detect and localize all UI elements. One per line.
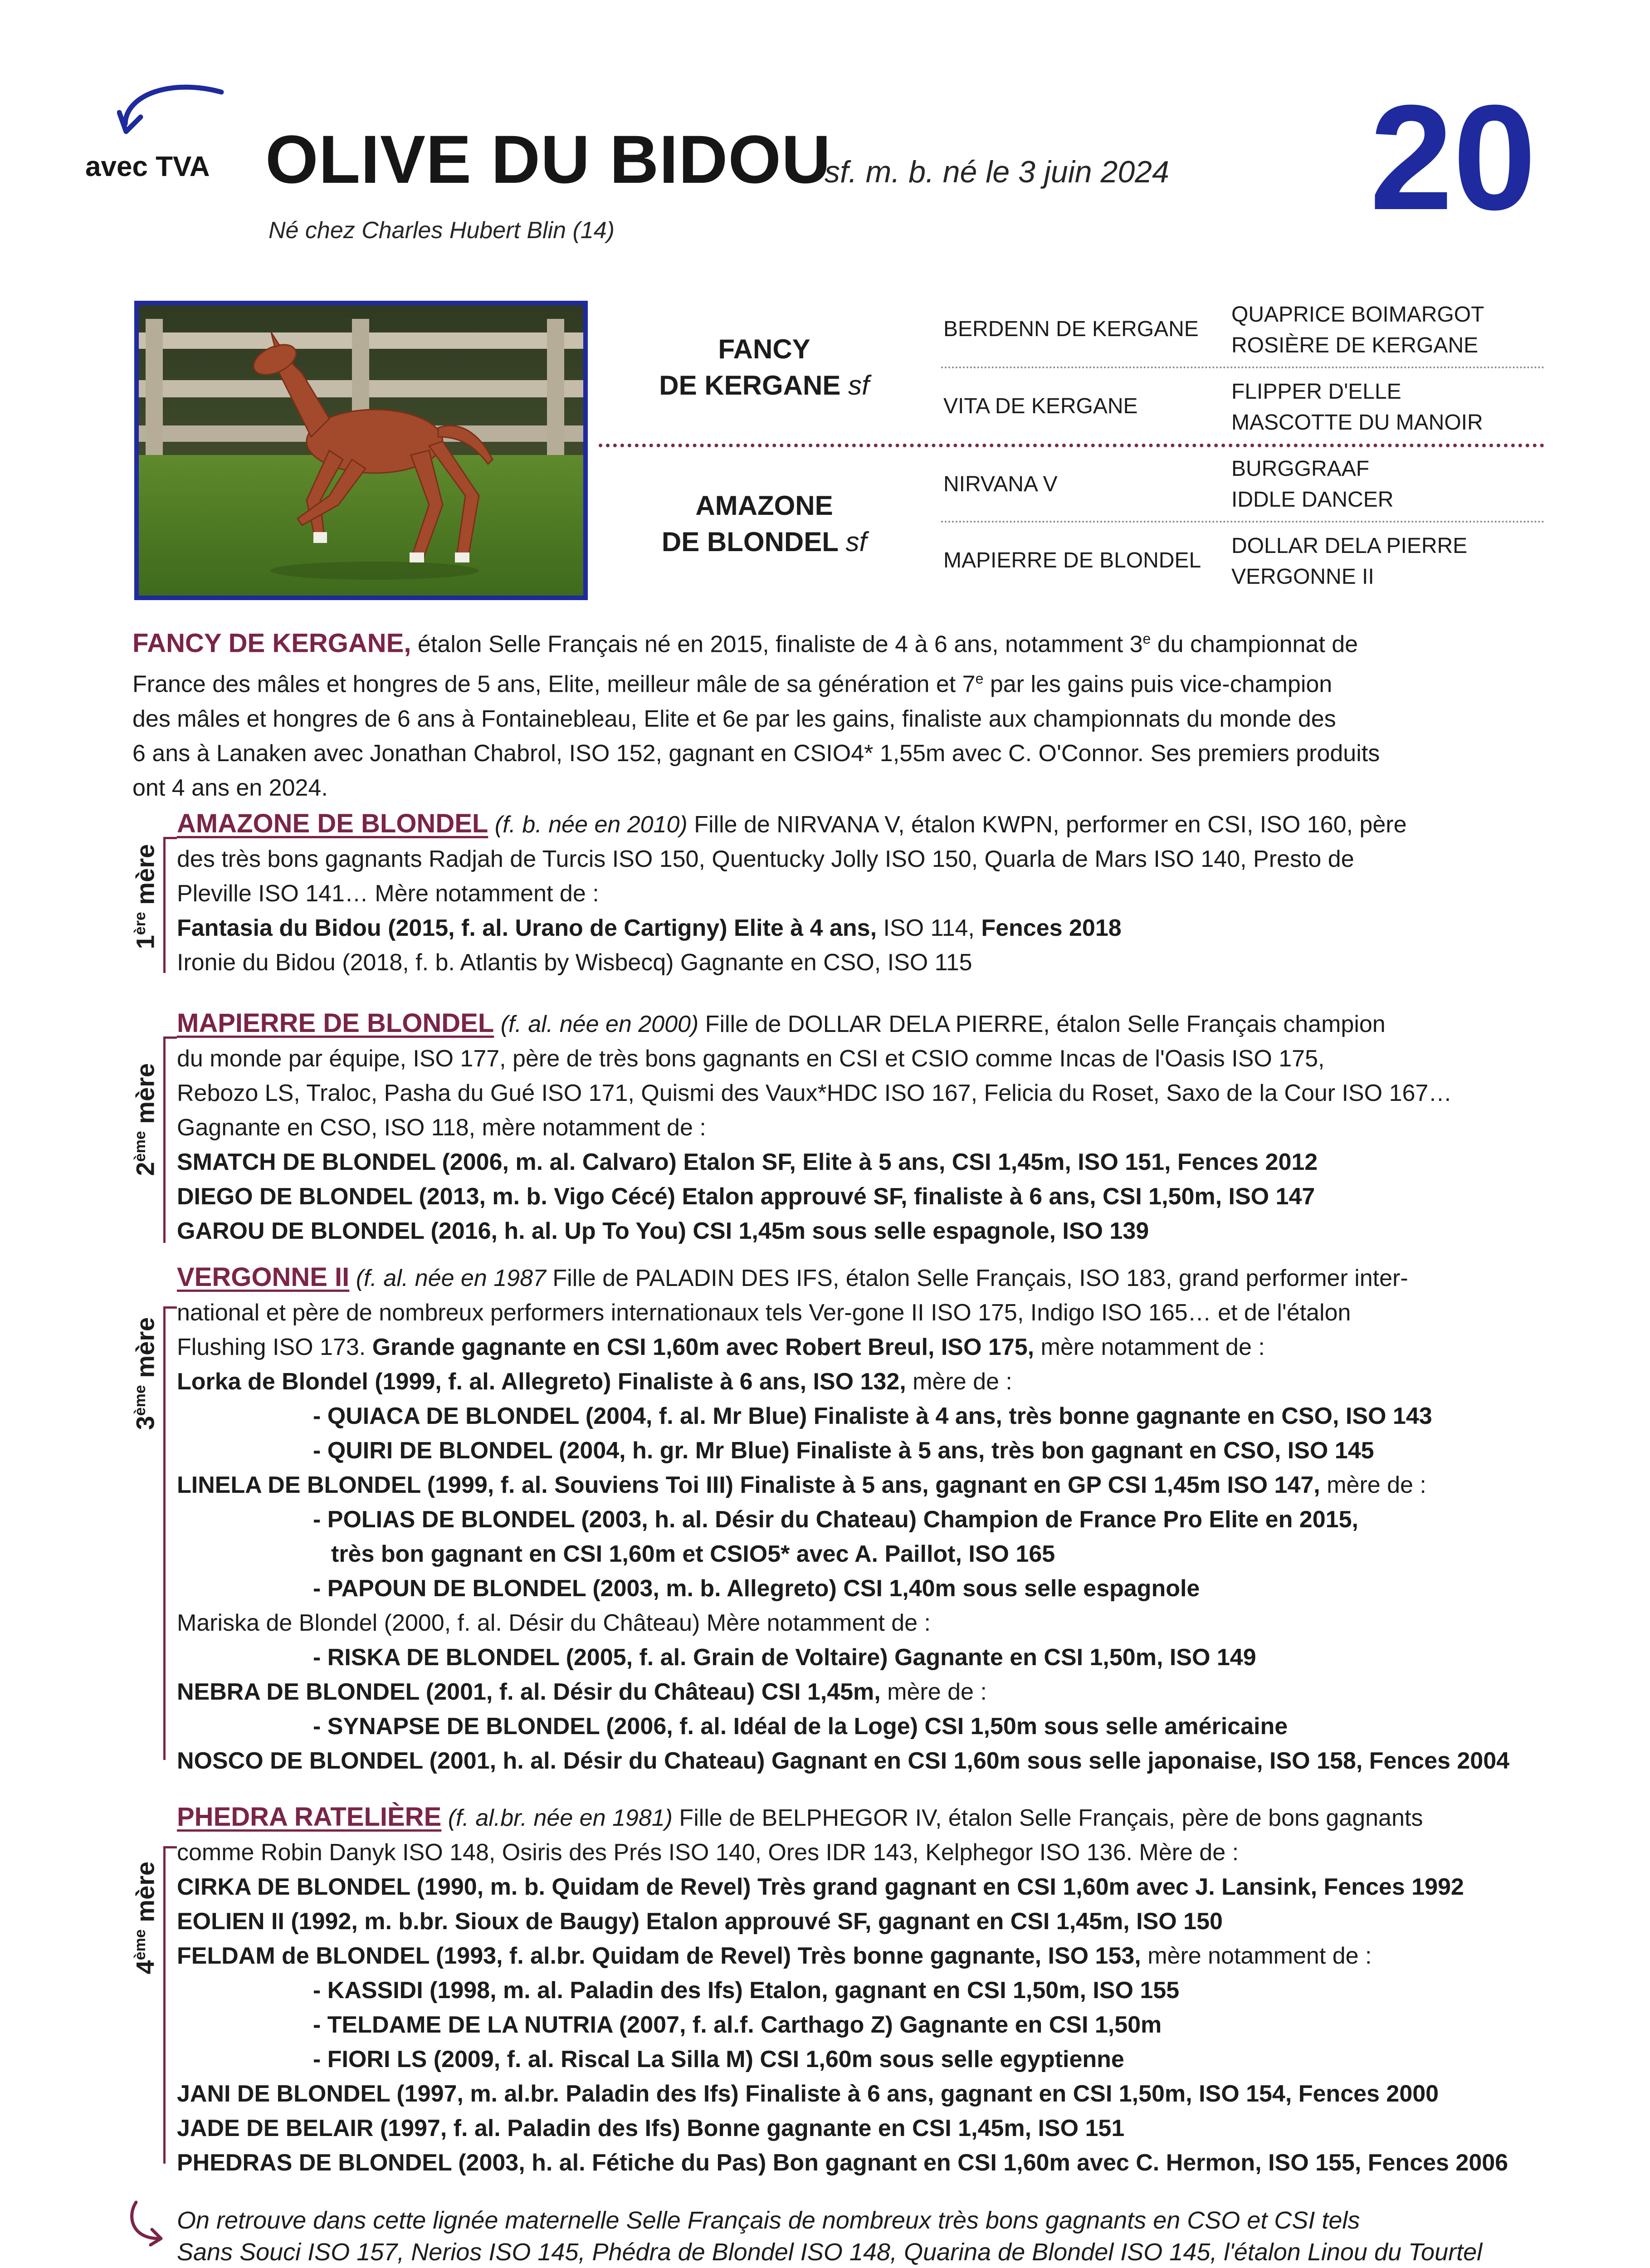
pedigree-g3-6: DOLLAR DELA PIERRE <box>1231 534 1468 558</box>
breeder: Né chez Charles Hubert Blin (14) <box>268 217 615 244</box>
generation-label-3: 3ème mère <box>131 1317 160 1430</box>
generation-label-1: 1ère mère <box>131 844 160 949</box>
horse-name: OLIVE DU BIDOU <box>265 121 831 197</box>
pedigree-dam <box>628 488 900 560</box>
dam1-section: AMAZONE DE BLONDEL (f. b. née en 2010) Fille de NIRVANA V, étalon KWPN, performer en CSI, ISO 160, père des très bons gagnants Radjah de Turcis ISO 150, Quentucky Jolly ISO 150, Quarla de Mars ISO 140, Presto de Pleville ISO 141… Mère notamment de : Fantasia du Bidou (2015, f. al. Urano de Cartigny) Elite à 4 ans, ISO 114, Fences 2018 Ironie du Bidou (2018, f. b. Atlantis by Wisbecq) Gagnante en CSO, ISO 115 <box>177 809 1407 976</box>
lot-number: 20 <box>1370 73 1537 241</box>
sire-description: FANCY DE KERGANE, étalon Selle Français né en 2015, finaliste de 4 à 6 ans, notamment 3e du championnat de France des mâles et hongres de 5 ans, Elite, meilleur mâle de sa génération et 7e par les gains puis vice-champion des mâles et hongres de 6 ans à Fontainebleau, Elite et 6e par les gains, finaliste aux championnats du monde des 6 ans à Lanaken avec Jonathan Chabrol, ISO 152, gagnant en CSIO4* 1,55m avec C. O'Connor. Ses premiers produits ont 4 ans en 2024. <box>132 628 1380 801</box>
sire-name-line2: DE KERGANE <box>659 370 841 401</box>
pedigree-sire <box>628 331 900 404</box>
dam2-name: MAPIERRE DE BLONDEL <box>177 1008 494 1038</box>
dam3-name: VERGONNE II <box>177 1262 350 1292</box>
section-bar <box>163 1306 166 1760</box>
dam1-name: AMAZONE DE BLONDEL <box>177 809 488 838</box>
pedigree-g2-3: MAPIERRE DE BLONDEL <box>943 548 1201 572</box>
pedigree-divider-thin <box>941 367 1544 368</box>
sire-name-line1: FANCY <box>718 334 810 364</box>
pedigree-g3-5: IDDLE DANCER <box>1231 488 1394 512</box>
pedigree-g3-0: QUAPRICE BOIMARGOT <box>1231 303 1484 327</box>
section-bar <box>163 1036 166 1243</box>
dam-studbook: sf <box>845 527 867 557</box>
maternal-line-summary: On retrouve dans cette lignée maternelle Selle Français de nombreux très bons gagnants en CSO et CSI tels Sans Souci ISO 157, Nerios ISO 145, Phédra de Blondel ISO 148, Quarina de Blondel ISO 145, l'étalon Linou du Tourtel <box>177 2207 1483 2266</box>
pedigree-g3-2: FLIPPER D'ELLE <box>1231 380 1401 404</box>
curved-arrow-icon <box>117 76 230 144</box>
dam4-section: PHEDRA RATELIÈRE (f. al.br. née en 1981) Fille de BELPHEGOR IV, étalon Selle Français, père de bons gagnants comme Robin Danyk ISO 148, Osiris des Prés ISO 140, Ores IDR 143, Kelphegor ISO 136. Mère de : CIRKA DE BLONDEL (1990, m. b. Quidam de Revel) Très grand gagnant en CSI 1,60m avec J. Lansink, Fences 1992 EOLIEN II (1992, m. b.br. Sioux de Baugy) Etalon approuvé SF, gagnant en CSI 1,45m, ISO 150 FELDAM de BLONDEL (1993, f. al.br. Quidam de Revel) Très bonne gagnante, ISO 153, mère notamment de : - KASSIDI (1998, m. al. Paladin des Ifs) Etalon, gagnant en CSI 1,50m, ISO 155 - TELDAME DE LA NUTRIA (2007, f. al.f. Carthago Z) Gagnante en CSI 1,50m - FIORI LS (2009, f. al. Riscal La Silla M) CSI 1,60m sous selle egyptienne JANI DE BLONDEL (1997, m. al.br. Paladin des Ifs) Finaliste à 6 ans, gagnant en CSI 1,50m, ISO 154, Fences 2000 JADE DE BELAIR (1997, f. al. Paladin des Ifs) Bonne gagnante en CSI 1,45m, ISO 151 PHEDRAS DE BLONDEL (2003, h. al. Fétiche du Pas) Bon gagnant en CSI 1,60m avec C. Hermon, ISO 155, Fences 2006 <box>177 1802 1508 2176</box>
pedigree-g2-0: BERDENN DE KERGANE <box>943 317 1199 341</box>
sire-studbook: sf <box>848 370 869 401</box>
pedigree-g3-7: VERGONNE II <box>1231 565 1374 589</box>
pedigree-divider <box>599 444 1544 447</box>
dam-name-line2: DE BLONDEL <box>661 527 838 557</box>
dam-name-line1: AMAZONE <box>695 490 833 521</box>
dam2-section: MAPIERRE DE BLONDEL (f. al. née en 2000) Fille de DOLLAR DELA PIERRE, étalon Selle Français champion du monde par équipe, ISO 177, père de très bons gagnants en CSI et CSIO comme Incas de l'Oasis ISO 175, Rebozo LS, Traloc, Pasha du Gué ISO 171, Quismi des Vaux*HDC ISO 167, Felicia du Roset, Saxo de la Cour ISO 167… Gagnante en CSO, ISO 118, mère notamment de : SMATCH DE BLONDEL (2006, m. al. Calvaro) Etalon SF, Elite à 5 ans, CSI 1,45m, ISO 151, Fences 2012 DIEGO DE BLONDEL (2013, m. b. Vigo Cécé) Etalon approuvé SF, finaliste à 6 ans, CSI 1,50m, ISO 147 GAROU DE BLONDEL (2016, h. al. Up To You) CSI 1,45m sous selle espagnole, ISO 139 <box>177 1008 1452 1244</box>
generation-label-4: 4ème mère <box>131 1861 160 1975</box>
sire-name: FANCY DE KERGANE, <box>132 628 411 658</box>
generation-label-2: 2ème mère <box>131 1063 160 1176</box>
section-bar <box>163 837 166 973</box>
pedigree-g2-1: VITA DE KERGANE <box>943 394 1138 418</box>
pedigree-g3-4: BURGGRAAF <box>1231 457 1370 481</box>
horse-description: sf. m. b. né le 3 juin 2024 <box>825 155 1169 189</box>
curved-arrow-icon <box>127 2198 168 2248</box>
dam4-name: PHEDRA RATELIÈRE <box>177 1802 442 1832</box>
section-bar <box>163 1846 166 2164</box>
pedigree-g2-2: NIRVANA V <box>943 472 1058 496</box>
dam3-section: VERGONNE II (f. al. née en 1987 Fille de PALADIN DES IFS, étalon Selle Français, ISO 183, grand performer inter- national et père de nombreux performers internationaux tels Ver-gone II ISO 175, Indigo ISO 165… et de l'étalon Flushing ISO 173. Grande gagnante en CSI 1,60m avec Robert Breul, ISO 175, mère notamment de : Lorka de Blondel (1999, f. al. Allegreto) Finaliste à 6 ans, ISO 132, mère de : - QUIACA DE BLONDEL (2004, f. al. Mr Blue) Finaliste à 4 ans, très bonne gagnante en CSO, ISO 143 - QUIRI DE BLONDEL (2004, h. gr. Mr Blue) Finaliste à 5 ans, très bon gagnant en CSO, ISO 145 LINELA DE BLONDEL (1999, f. al. Souviens Toi III) Finaliste à 5 ans, gagnant en GP CSI 1,45m ISO 147, mère de : - POLIAS DE BLONDEL (2003, h. al. Désir du Chateau) Champion de France Pro Elite en 2015, très bon gagnant en CSI 1,60m et CSIO5* avec A. Paillot, ISO 165 - PAPOUN DE BLONDEL (2003, m. b. Allegreto) CSI 1,40m sous selle espagnole Mariska de Blondel (2000, f. al. Désir du Château) Mère notamment de : - RISKA DE BLONDEL (2005, f. al. Grain de Voltaire) Gagnante en CSI 1,50m, ISO 149 NEBRA DE BLONDEL (2001, f. al. Désir du Château) CSI 1,45m, mère de : - SYNAPSE DE BLONDEL (2006, f. al. Idéal de la Loge) CSI 1,50m sous selle américaine NOSCO DE BLONDEL (2001, h. al. Désir du Chateau) Gagnant en CSI 1,60m sous selle japonaise, ISO 158, Fences 2004 <box>177 1262 1510 1774</box>
pedigree-g3-1: ROSIÈRE DE KERGANE <box>1231 333 1479 357</box>
vat-label: avec TVA <box>85 151 210 182</box>
foal-photo <box>134 301 588 600</box>
pedigree-g3-3: MASCOTTE DU MANOIR <box>1231 411 1483 435</box>
pedigree-divider-thin <box>941 521 1544 523</box>
